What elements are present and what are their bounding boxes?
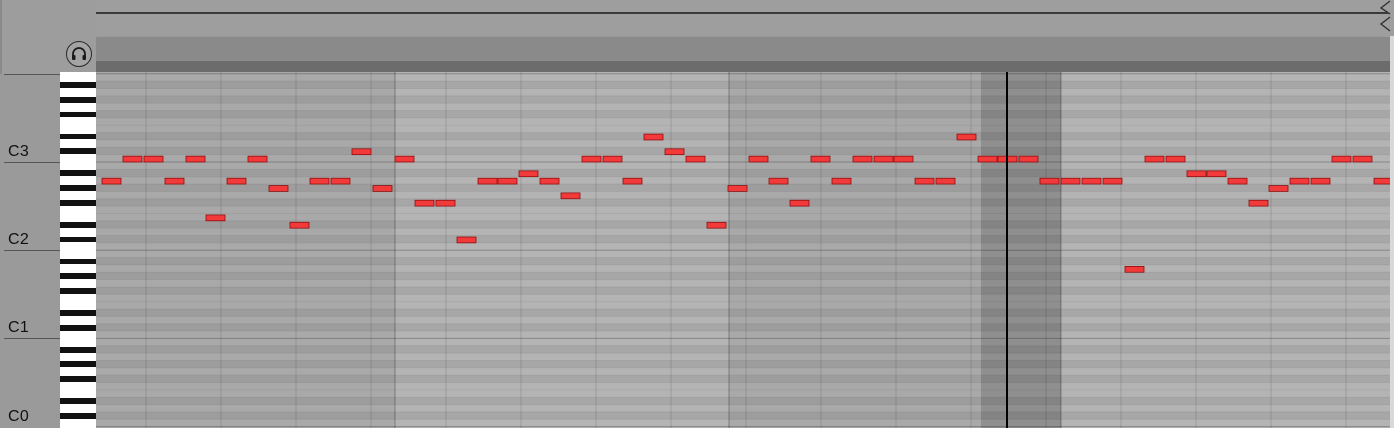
midi-note[interactable] [749,156,768,162]
midi-note[interactable] [123,156,142,162]
c2-label: C2 [8,231,30,248]
midi-note[interactable] [936,178,955,184]
midi-note[interactable] [1332,156,1351,162]
midi-note[interactable] [186,156,205,162]
midi-note[interactable] [603,156,622,162]
black-key[interactable] [60,310,96,316]
black-key[interactable] [60,170,96,176]
note-grid[interactable] [96,72,1390,428]
black-key[interactable] [60,413,96,419]
pitch-label-panel [0,0,61,428]
midi-note[interactable] [686,156,705,162]
black-key[interactable] [60,325,96,331]
black-key[interactable] [60,259,96,265]
black-key[interactable] [60,185,96,191]
midi-note[interactable] [1269,186,1288,192]
midi-note[interactable] [352,149,371,155]
midi-note[interactable] [874,156,893,162]
c0-label: C0 [8,408,30,425]
black-key[interactable] [60,361,96,367]
midi-note[interactable] [582,156,601,162]
ruler-baseline [96,12,1388,14]
black-key[interactable] [60,288,96,294]
headphones-icon[interactable] [66,41,92,67]
midi-note[interactable] [1353,156,1372,162]
black-key[interactable] [60,273,96,279]
beat-ruler[interactable] [96,0,1394,36]
chevron-left-icon[interactable] [1376,0,1394,36]
midi-note[interactable] [498,178,517,184]
midi-note[interactable] [290,222,309,228]
midi-note[interactable] [248,156,267,162]
midi-note[interactable] [540,178,559,184]
midi-note[interactable] [707,222,726,228]
vertical-scrollbar[interactable] [1390,36,1394,428]
midi-note[interactable] [1290,178,1309,184]
midi-note[interactable] [769,178,788,184]
c1-gridline [4,338,60,339]
black-key[interactable] [60,347,96,353]
loop-strip[interactable] [96,37,1390,61]
midi-note[interactable] [1311,178,1330,184]
midi-note[interactable] [436,200,455,206]
midi-note[interactable] [978,156,997,162]
midi-note[interactable] [310,178,329,184]
black-key[interactable] [60,200,96,206]
midi-note[interactable] [331,178,350,184]
black-key[interactable] [60,398,96,404]
midi-note[interactable] [269,186,288,192]
midi-note[interactable] [1145,156,1164,162]
midi-note[interactable] [1187,171,1206,177]
c2-gridline [4,250,60,251]
midi-note[interactable] [1207,171,1226,177]
midi-note[interactable] [853,156,872,162]
midi-note[interactable] [395,156,414,162]
midi-note[interactable] [457,237,476,243]
midi-note[interactable] [811,156,830,162]
midi-note[interactable] [1125,266,1144,272]
midi-note[interactable] [206,215,225,221]
midi-note[interactable] [227,178,246,184]
panel-divider [4,74,60,75]
midi-note[interactable] [790,200,809,206]
midi-note[interactable] [1019,156,1038,162]
black-key[interactable] [60,237,96,243]
midi-note[interactable] [1166,156,1185,162]
c3-label: C3 [8,143,30,160]
midi-note[interactable] [644,134,663,140]
loop-brace[interactable] [96,61,1390,72]
midi-note[interactable] [1228,178,1247,184]
midi-note[interactable] [519,171,538,177]
piano-keyboard[interactable] [60,72,96,428]
midi-note[interactable] [915,178,934,184]
midi-note[interactable] [144,156,163,162]
midi-note[interactable] [957,134,976,140]
midi-note[interactable] [832,178,851,184]
midi-note[interactable] [102,178,121,184]
black-key[interactable] [60,134,96,140]
midi-note[interactable] [165,178,184,184]
black-key[interactable] [60,82,96,88]
midi-note[interactable] [478,178,497,184]
midi-note[interactable] [894,156,913,162]
midi-note[interactable] [373,186,392,192]
midi-note[interactable] [415,200,434,206]
note-grid-canvas[interactable] [96,72,1390,428]
midi-note[interactable] [1103,178,1122,184]
midi-note[interactable] [665,149,684,155]
midi-note[interactable] [728,186,747,192]
black-key[interactable] [60,222,96,228]
black-key[interactable] [60,376,96,382]
midi-note[interactable] [623,178,642,184]
c1-label: C1 [8,319,30,336]
midi-note[interactable] [1082,178,1101,184]
black-key[interactable] [60,112,96,118]
midi-note[interactable] [1040,178,1059,184]
midi-note[interactable] [1249,200,1268,206]
black-key[interactable] [60,97,96,103]
midi-note[interactable] [1061,178,1080,184]
midi-note[interactable] [1374,178,1390,184]
black-key[interactable] [60,148,96,154]
c3-gridline [4,162,60,163]
midi-note[interactable] [561,193,580,199]
